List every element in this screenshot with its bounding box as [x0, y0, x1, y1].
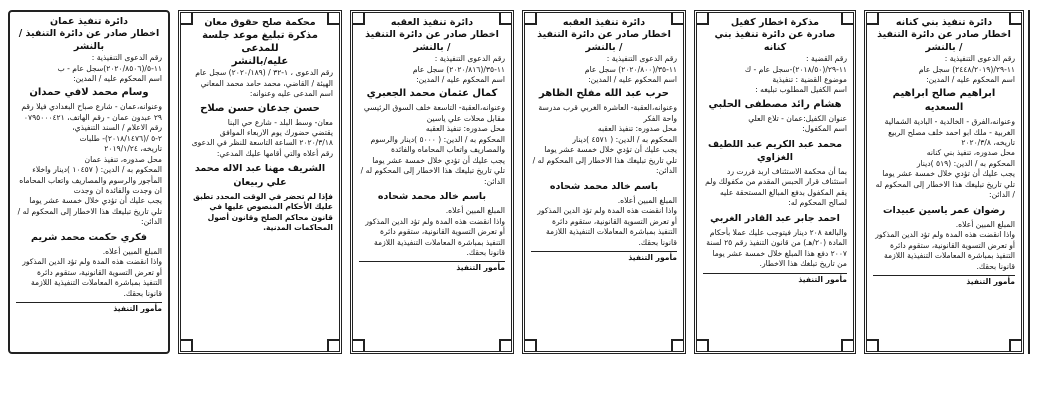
guaranteed-label: اسم المكفول:: [802, 124, 847, 134]
guarantor-label: اسم الكفيل المطلوب تبليغه :: [755, 85, 847, 95]
debtor-name: كمال عثمان محمد الجعبري: [366, 88, 498, 100]
debtor-label: اسم المحكوم عليه / المدين:: [73, 73, 162, 83]
notice-date: تاريخه، ٢٠١٩/١/٢٤: [104, 144, 162, 154]
defendant-address: معان- وسط البلد - شارع حي البنا: [227, 117, 333, 127]
notice-maan-court-hearing: [178, 10, 342, 354]
debtor-label: اسم المحكوم عليه / المدين:: [416, 74, 505, 84]
hearing-instruction: يقتضي حضورك يوم الاربعاء الموافق ٢٠٢٠/٣/١٨ الساعة التاسعة للنظر في الدعوى رقم أعلاه والتي أقامها عليك المدعي:: [191, 128, 333, 158]
notice-date: تاريخه، ٢٠٢٠/٣/٨: [961, 137, 1015, 147]
debt-amount: المحكوم به / الدين: (٥١٩ )دينار: [916, 158, 1015, 168]
creditor-name: رضوان عمر ياسين عبيدات: [882, 204, 1006, 216]
frame-corner: [179, 11, 193, 25]
debtor-label: اسم المحكوم عليه / المدين:: [588, 74, 677, 84]
notice-heading: محكمة صلح حقوق معان: [204, 17, 316, 28]
notice-heading: دائرة تنفيذ العقبه: [390, 17, 474, 28]
notice-subheading: / بالنشر: [925, 41, 963, 53]
payment-instruction: والبالغة ٢٠٨ دينار فيتوجب عليك عملا بأحكام المادة (٢٠/هـ) من قانون التنفيذ رقم ٢٥ لسنة ٢٠٠٧ دفع هذا المبلغ خلال خمسة عشر يوما من تاريخ تبلغك هذا الاخطار.: [706, 227, 847, 269]
frame-corner: [841, 339, 855, 353]
notice-subheading: / بالنشر: [413, 41, 451, 53]
plaintiff-name: الشريف مهنا عبد الاله محمد علي ربيعان: [194, 163, 326, 188]
issuing-office: محل صدوره، تنفيذ عمان: [84, 154, 162, 164]
defendant-name: حسن جدعان حسن صلاح: [200, 102, 320, 114]
amount-note: المبلغ المبين أعلاه.: [617, 195, 677, 205]
payment-instruction: يجب عليك أن تؤدي خلال خمسة عشر يوما تلي تاريخ تبليغك هذا الاخطار إلى المحكوم له / الدائن:: [532, 145, 677, 176]
case-subject: موضوع القضية : تنفيذية: [772, 74, 847, 84]
debt-amount: المحكوم به / الدين: ( ٤٥٧١ )دينار: [572, 134, 677, 144]
creditor-name: باسم خالد محمد شحاده: [549, 180, 659, 192]
enforcement-officer: مأمور التنفيذ: [16, 302, 162, 314]
notice-subheading: مذكرة تبليغ موعد جلسة للمدعى: [202, 30, 318, 55]
debtor-name: ابراهيم صالح ابراهيم السعديه: [892, 88, 996, 114]
issuing-office: محل صدوره: تنفيذ العقبه: [597, 124, 677, 134]
frame-corner: [1009, 11, 1023, 25]
judge-name: الهيئة / القاضي، محمد حامد محمد المعاني: [200, 78, 333, 88]
debtor-name: حرب عبد الله مفلح الظاهر: [539, 88, 669, 100]
next-column-edge: [1028, 10, 1038, 354]
guaranteed-name: محمد عبد الكريم عبد اللطيف الغزاوي: [708, 138, 842, 163]
notice-heading: دائرة تنفيذ عمان: [49, 16, 128, 27]
amount-note: المبلغ المبين أعلاه.: [102, 246, 162, 256]
case-number: ١١-٢٩/(٢٤٤٨/٢٠١٩) سجل عام: [918, 64, 1015, 74]
frame-corner: [695, 11, 709, 25]
judgment-number: ٢-٥ /(٢٠١٨/١٤٧٦)- طلبات: [79, 133, 162, 143]
case-number: رقم الدعوى ، ١-٣٢ / (٢٠٢٠/١٨٩) سجل عام: [195, 68, 333, 78]
debtor-address: وعنوانه،العقبة- العاشرة الغربي قرب مدرسة واحة الفكر: [538, 103, 677, 123]
case-number: ١١-٥/(٢٠٢٠/٨٥٠٦)سجل عام - ب: [57, 63, 162, 73]
case-number: ١١-٢٩/(٢٠١٨/٥٠)-سجل عام - ك: [744, 64, 847, 74]
debtor-label: اسم المحكوم عليه / المدين:: [926, 74, 1015, 84]
debtor-address: وعنوانه،العقبة- التاسعة خلف السوق الرئيسي مقابل محلات علي ياسين: [363, 103, 505, 123]
enforcement-officer: مأمور التنفيذ: [873, 275, 1015, 287]
case-number: ١١-٣٥/(٢٠٢٠/٨٠٠) سجل عام: [584, 64, 677, 74]
notice-subheading: اخطار صادر عن دائرة التنفيذ: [365, 29, 499, 41]
warning-text: واذا انقضت هذه المدة ولم تؤد الدين المذكور أو تعرض التسوية القانونية، ستقوم دائرة التنفيذ بمباشرة المعاملات التنفيذية اللازمة قانونا بحقك.: [365, 216, 505, 257]
frame-corner: [327, 339, 341, 353]
frame-corner: [671, 11, 685, 25]
frame-corner: [499, 339, 513, 353]
frame-corner: [865, 339, 879, 353]
issuing-office: محل صدوره: تنفيذ العقبه: [425, 124, 505, 134]
case-number-label: رقم الدعوى التنفيذية :: [434, 54, 505, 64]
creditor-name: فكري حكمت محمد شريم: [31, 231, 147, 243]
frame-corner: [695, 339, 709, 353]
notice-heading: دائرة تنفيذ العقبه: [562, 17, 646, 28]
frame-corner: [865, 11, 879, 25]
frame-corner: [841, 11, 855, 25]
enforcement-officer: مأمور التنفيذ: [359, 261, 505, 273]
notice-aqaba-debtor-2: [350, 10, 514, 354]
notice-amman-debtor: [8, 10, 170, 354]
notice-subheading: صادرة عن دائرة تنفيذ بني كنانه: [714, 29, 836, 53]
frame-corner: [523, 339, 537, 353]
enforcement-officer: مأمور التنفيذ: [703, 273, 847, 285]
notice-guarantor: [694, 10, 856, 354]
warning-text: واذا انقضت هذه المدة ولم تؤد الدين المذكور أو تعرض التسوية القانونية، ستقوم دائرة التنفيذ بمباشرة المعاملات التنفيذية اللازمة قانونا بحقك.: [22, 257, 162, 298]
case-number-label: رقم الدعوى التنفيذية :: [944, 54, 1015, 64]
notice-body: بما أن محكمة الاستئناف اربد قررت رد استئناف قرار الحبس المقدم من مكفولك ولم يقم المكفول بدفع المبالغ المستحقة عليه لصالح المحكوم له:: [705, 166, 847, 208]
amount-note: المبلغ المبين أعلاه.: [445, 206, 505, 216]
notice-subheading: اخطار صادر عن دائرة التنفيذ / بالنشر: [18, 28, 160, 52]
notice-heading: دائرة تنفيذ بني كنانه: [895, 17, 993, 28]
warning-text: واذا انقضت هذه المدة ولم تؤد الدين المذكور أو تعرض التسوية القانونية، ستقوم دائرة التنفيذ بمباشرة المعاملات التنفيذية اللازمة قانونا بحقك.: [537, 206, 677, 247]
payment-instruction: يجب عليك أن تؤدي خلال خمسة عشر يوما تلي تاريخ تبليغك هذا الاخطار إلى المحكوم له / الدائن:: [17, 196, 162, 227]
debtor-address: وعنوانه،الفرق - الخالدية - البادية الشمالية الغربية - ملك ابو احمد خلف مصلح الربيع: [884, 117, 1015, 137]
notice-subheading: / بالنشر: [585, 41, 623, 53]
notice-subheading: اخطار صادر عن دائرة التنفيذ: [537, 29, 671, 41]
frame-corner: [327, 11, 341, 25]
notice-heading: مذكرة اخطار كفيل: [730, 17, 820, 28]
frame-corner: [523, 11, 537, 25]
frame-corner: [499, 11, 513, 25]
defendant-label: اسم المدعى عليه وعنوانه:: [249, 89, 333, 99]
debtor-address: وعنوانه،عمان - شارع صباح البغدادي فيلا رقم ٢٩ عبدون عمان - رقم الهاتف، ٠٧٩٥٠٠٠٤٢١: [21, 102, 162, 122]
judgment-label: رقم الاعلام / السند التنفيذي،: [72, 123, 162, 133]
frame-corner: [179, 339, 193, 353]
warning-text: واذا انقضت هذه المدة ولم تؤد الدين المذكور أو تعرض التسوية القانونية، ستقوم دائرة التنفيذ بمباشرة المعاملات التنفيذية اللازمة قانونا بحقك.: [875, 230, 1015, 271]
notice-aqaba-debtor-1: [522, 10, 686, 354]
creditor-name: احمد جابر عبد القادر الغربي: [710, 212, 840, 224]
frame-corner: [351, 11, 365, 25]
frame-corner: [1009, 339, 1023, 353]
case-number: ١١-٣٥/(٢٠٢٠/٨١٦) سجل عام: [412, 64, 505, 74]
debt-amount: المحكوم به / الدين: ( ٥٠٠٠ )دينار والرسوم والمصاريف واتعاب المحاماه والفائدة: [370, 134, 505, 155]
warning-text: فإذا لم تحضر في الوقت المحدد تطبق عليك الأحكام المنصوص عليها في قانون محاكم الصلح وقانون أصول المحاكمات المدنية.: [193, 191, 333, 233]
notice-subheading: عليه/بالنشر: [231, 56, 289, 68]
issuing-office: محل صدوره، تنفيذ بني كنانه: [926, 148, 1015, 158]
frame-corner: [351, 339, 365, 353]
notice-subheading: اخطار صادر عن دائرة التنفيذ: [877, 29, 1011, 41]
notice-bani-kinanah-debtor: [864, 10, 1024, 354]
debtor-name: وسام محمد لافي حمدان: [29, 87, 149, 99]
case-number-label: رقم الدعوى التنفيذية :: [606, 54, 677, 64]
payment-instruction: يجب عليك أن تؤدي خلال خمسة عشر يوما تلي تاريخ تبليغك هذا الاخطار إلى المحكوم له / الدائن:: [360, 155, 505, 186]
case-number-label: رقم الدعوى التنفيذية :: [91, 53, 162, 63]
guarantor-address: عنوان الكفيل:عمان - تلاع العلي: [748, 113, 847, 123]
payment-instruction: يجب عليك أن تؤدي خلال خمسة عشر يوما تلي تاريخ تبليغك هذا الاخطار إلى المحكوم له / الدائن:: [875, 169, 1015, 200]
guarantor-name: هشام رائد مصطفى الحلبي: [708, 98, 842, 110]
enforcement-officer: مأمور التنفيذ: [531, 251, 677, 263]
case-number-label: رقم القضية :: [806, 54, 847, 64]
debt-amount: المحكوم به / الدين: ( ١٠٤٥٧ )دينار واخلاء المأجور والرسوم والمصاريف واتعاب المحاماه ان وجدت والفائدة ان وجدت: [19, 165, 162, 195]
amount-note: المبلغ المبين أعلاه.: [955, 219, 1015, 229]
creditor-name: باسم خالد محمد شحاده: [377, 190, 487, 202]
frame-corner: [671, 339, 685, 353]
